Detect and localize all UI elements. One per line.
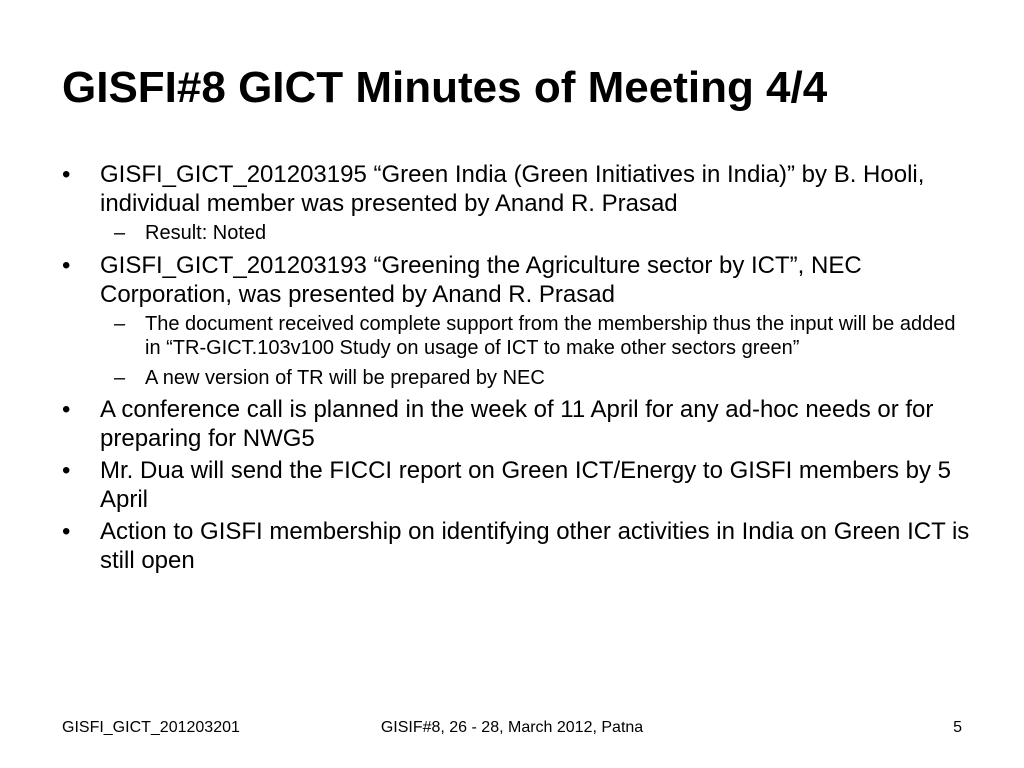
bullet-text: GISFI_GICT_201203195 “Green India (Green Initiatives in India)” by B. Hooli, individual member was presented by Anand R. Prasad bbox=[100, 161, 925, 217]
bullet-text: A conference call is planned in the week of 11 April for any ad-hoc needs or for preparing for NWG5 bbox=[100, 396, 934, 452]
sub-bullet-item bbox=[62, 312, 972, 361]
footer-event: GISIF#8, 26 - 28, March 2012, Patna bbox=[380, 719, 644, 736]
sub-bullet-item bbox=[62, 221, 972, 246]
dash-icon: – bbox=[114, 312, 126, 335]
bullet-icon: • bbox=[62, 518, 71, 545]
bullet-icon: • bbox=[62, 251, 71, 279]
bullet-icon: • bbox=[62, 457, 71, 484]
sub-bullet-text: Result: Noted bbox=[145, 222, 267, 244]
dash-icon: – bbox=[114, 366, 126, 389]
bullet-item bbox=[62, 517, 972, 575]
bullet-item bbox=[62, 456, 972, 514]
bullet-list bbox=[62, 160, 972, 578]
slide-title: GISFI#8 GICT Minutes of Meeting 4/4 bbox=[62, 63, 828, 112]
bullet-icon: • bbox=[62, 161, 71, 188]
footer-document-id: GISFI_GICT_201203201 bbox=[62, 719, 240, 736]
bullet-icon: • bbox=[62, 396, 71, 423]
dash-icon: – bbox=[114, 222, 126, 244]
bullet-item bbox=[62, 160, 972, 218]
bullet-item bbox=[62, 251, 972, 309]
sub-bullet-text: The document received complete support from the membership thus the input will be added in “TR-GICT.103v100 Study on usage of ICT to make other sectors green” bbox=[145, 312, 956, 359]
bullet-text: GISFI_GICT_201203193 “Greening the Agriculture sector by ICT”, NEC Corporation, was presented by Anand R. Prasad bbox=[100, 251, 862, 308]
page-number: 5 bbox=[953, 719, 962, 736]
bullet-text: Action to GISFI membership on identifying other activities in India on Green ICT is still open bbox=[100, 518, 970, 574]
sub-bullet-item bbox=[62, 366, 972, 391]
bullet-text: Mr. Dua will send the FICCI report on Green ICT/Energy to GISFI members by 5 April bbox=[100, 457, 951, 513]
bullet-item bbox=[62, 395, 972, 453]
sub-bullet-text: A new version of TR will be prepared by NEC bbox=[145, 366, 545, 389]
